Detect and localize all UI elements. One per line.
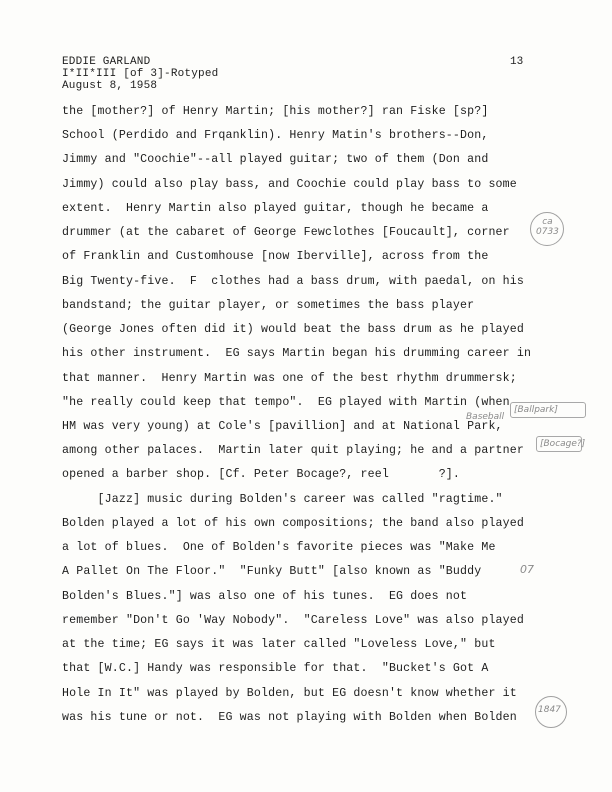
margin-annotation-bracket-text: [Ballpark] [514, 405, 558, 415]
body-line: extent. Henry Martin also played guitar, though he became a [62, 202, 489, 215]
insert-annotation: Baseball [466, 412, 505, 422]
body-line: School (Perdido and Frqanklin). Henry Matin's brothers--Don, [62, 129, 489, 142]
body-line: HM was very young) at Cole's [pavillion] and at National Park, [62, 420, 503, 433]
body-line: Hole In It" was played by Bolden, but EG doesn't know whether it [62, 687, 517, 700]
header-date: August 8, 1958 [62, 80, 158, 92]
body-line: bandstand; the guitar player, or sometimes the bass player [62, 299, 475, 312]
header-reel-info: I*II*III [of 3]-Rotyped [62, 68, 219, 80]
body-line: drummer (at the cabaret of George Fewclothes [Foucault], corner [62, 226, 510, 239]
margin-annotation-mid: 07 [520, 563, 534, 576]
body-line: that [W.C.] Handy was responsible for that. "Bucket's Got A [62, 662, 489, 675]
page-number: 13 [510, 56, 524, 68]
body-line: A Pallet On The Floor." "Funky Butt" [also known as "Buddy [62, 565, 482, 578]
margin-annotation-bottom: 1847 [538, 705, 561, 715]
body-line: Bolden played a lot of his own compositions; the band also played [62, 517, 524, 530]
body-line: the [mother?] of Henry Martin; [his mother?] ran Fiske [sp?] [62, 105, 489, 118]
body-line: at the time; EG says it was later called "Loveless Love," but [62, 638, 496, 651]
body-line: Bolden's Blues."] was also one of his tunes. EG does not [62, 590, 468, 603]
body-line: [Jazz] music during Bolden's career was called "ragtime." [62, 493, 503, 506]
body-line: Big Twenty-five. F clothes had a bass drum, with paedal, on his [62, 275, 524, 288]
body-line: his other instrument. EG says Martin began his drumming career in [62, 347, 532, 360]
body-line: Jimmy) could also play bass, and Coochie could play bass to some [62, 178, 517, 191]
body-line: (George Jones often did it) would beat the bass drum as he played [62, 323, 524, 336]
body-line: was his tune or not. EG was not playing with Bolden when Bolden [62, 711, 517, 724]
body-line: opened a barber shop. [Cf. Peter Bocage?, reel ?]. [62, 468, 461, 481]
body-line: a lot of blues. One of Bolden's favorite pieces was "Make Me [62, 541, 496, 554]
margin-annotation-bracket-text: [Bocage?] [540, 439, 586, 449]
body-line: Jimmy and "Coochie"--all played guitar; two of them (Don and [62, 153, 489, 166]
body-line: remember "Don't Go 'Way Nobody". "Careless Love" was also played [62, 614, 524, 627]
body-line: of Franklin and Customhouse [now Iberville], across from the [62, 250, 489, 263]
header-interviewee-name: EDDIE GARLAND [62, 56, 151, 68]
body-line: "he really could keep that tempo". EG played with Martin (when [62, 396, 510, 409]
body-line: that manner. Henry Martin was one of the best rhythm drummersk; [62, 372, 517, 385]
body-line: among other palaces. Martin later quit playing; he and a partner [62, 444, 524, 457]
margin-annotation-top: ca 0733 [536, 217, 559, 237]
